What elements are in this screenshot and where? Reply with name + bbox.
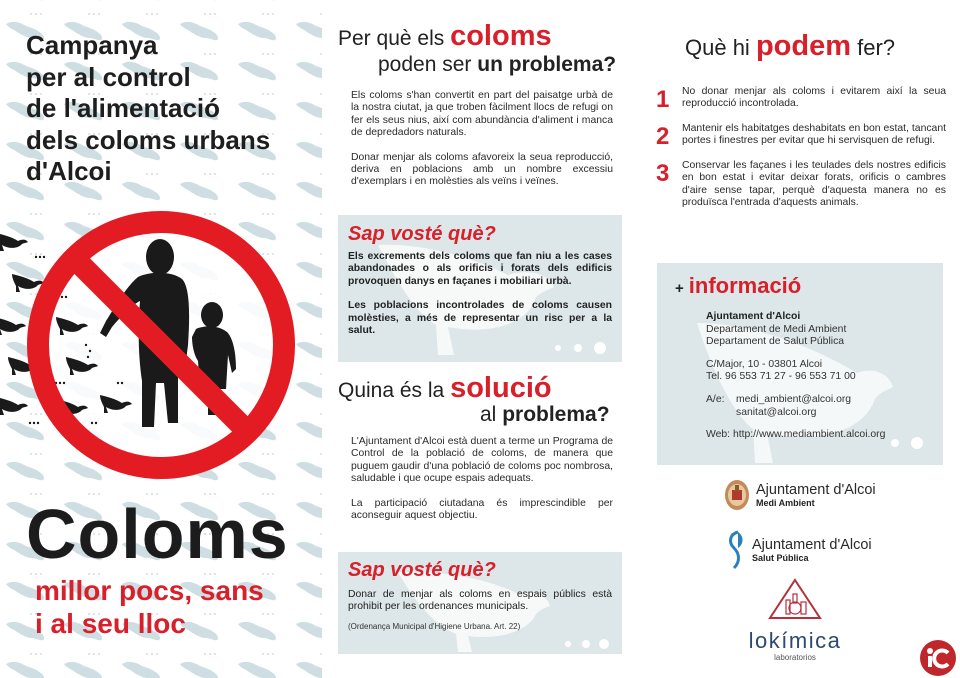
phone: Tel. 96 553 71 27 - 96 553 71 00	[706, 371, 856, 383]
action-number: 1	[656, 86, 670, 113]
fact-box-text: Donar de menjar als coloms en espais públics està prohibit per les ordenances municipals.	[348, 589, 612, 613]
heading-text: fer?	[851, 35, 896, 60]
slogan-line: millor pocs, sans	[35, 575, 264, 606]
logo-title: Ajuntament d'Alcoi	[752, 537, 872, 553]
action-text: Conservar les façanes i les teulades dels nostres edificis en bon estat i evitar deixar forats, orificis o cambres d'aire sense tapar, perquè d'aquesta manera no es produïsca l'entrada d'aquests animals.	[682, 160, 946, 209]
action-list	[656, 86, 946, 221]
paragraph: Donar menjar als coloms afavoreix la seua reproducció, deriva en poblacions amb un nombre excessiu d'exemplars i en molèsties als veïns i veïnes.	[351, 151, 613, 188]
org-name: Ajuntament d'Alcoi	[706, 311, 801, 322]
campaign-title-line: d'Alcoi	[26, 156, 112, 186]
fact-box-1	[338, 215, 622, 362]
logo-title: Ajuntament d'Alcoi	[756, 482, 876, 498]
action-text: Mantenir els habitatges deshabitats en bon estat, tancant portes i finestres per evitar que hi servisquen de refugi.	[682, 123, 946, 147]
web-link[interactable]: Web: http://www.mediambient.alcoi.org	[706, 429, 886, 441]
action-item	[656, 86, 946, 112]
action-number: 3	[656, 160, 670, 187]
plus-icon: +	[675, 280, 684, 297]
info-title-text: informació	[688, 273, 802, 298]
action-number: 2	[656, 123, 670, 150]
logo-salut-publica	[726, 530, 872, 570]
lab-subtitle: laboratorios	[774, 653, 816, 662]
paragraph: Les poblacions incontrolades de coloms causen molèsties, a més de representar un risc per a la salut.	[348, 300, 612, 337]
paragraph: Els coloms s'han convertit en part del paisatge urbà de la nostra ciutat, ja que troben fàcilment llocs de refugi on fer els seus nius, així com abundància d'aliment i manca de depredadors naturals.	[351, 90, 613, 139]
address: C/Major, 10 - 03801 Alcoi	[706, 358, 823, 370]
info-panel-middle	[322, 0, 640, 678]
health-s-logo-icon	[726, 530, 746, 570]
heading-text: al	[480, 403, 503, 426]
solution-heading-line2	[480, 403, 610, 427]
cover-panel	[0, 0, 322, 678]
paragraph: La participació ciutadana és imprescindible per aconseguir aquest objectiu.	[351, 497, 613, 522]
heading-bold: problema?	[502, 403, 610, 426]
heading-text: Què hi	[685, 35, 756, 60]
coat-of-arms-icon	[724, 479, 750, 511]
department: Departament de Salut Pública	[706, 336, 845, 348]
heading-bold: un problema?	[477, 53, 617, 76]
problem-heading	[338, 20, 638, 80]
email-link[interactable]: medi_ambient@alcoi.org	[736, 393, 852, 405]
action-text: No donar menjar als coloms i evitarem així la seua reproducció incontrolada.	[682, 86, 946, 110]
info-panel-right	[640, 0, 960, 678]
fact-box-text	[348, 251, 612, 337]
email-link[interactable]: sanitat@alcoi.org	[736, 406, 817, 418]
action-item	[656, 160, 946, 210]
ic-badge-icon	[920, 640, 956, 676]
lab-name: lokímica	[748, 628, 842, 653]
campaign-title-line: Campanya	[26, 30, 158, 60]
campaign-title-line: dels coloms urbans	[26, 124, 271, 155]
campaign-title-line: per al control	[26, 61, 191, 92]
headline-coloms: Coloms	[26, 495, 289, 573]
heading-text: Quina és la	[338, 379, 451, 402]
solution-heading-line1	[338, 372, 552, 405]
heading-highlight: coloms	[450, 20, 552, 52]
lab-flask-triangle-icon	[768, 578, 822, 620]
solution-text	[351, 436, 613, 534]
problem-text	[351, 90, 613, 201]
logo-subtitle: Medi Ambient	[756, 498, 815, 508]
logo-subtitle: Salut Pública	[752, 553, 809, 563]
heading-highlight: podem	[755, 30, 851, 62]
contact-info-box	[657, 263, 943, 465]
problem-heading-line1	[338, 20, 552, 53]
no-feeding-sign-icon	[0, 205, 322, 495]
paragraph: L'Ajuntament d'Alcoi està duent a terme un Programa de Control de la població de coloms, de manera que puguem gaudir d'una població de coloms poc nombrosa, saludable i que ocupe espais adequats.	[351, 436, 613, 485]
info-title	[675, 273, 801, 299]
fact-box-2	[338, 552, 622, 654]
slogan	[35, 574, 264, 640]
email-row	[706, 394, 885, 419]
action-heading	[685, 30, 895, 63]
action-item	[656, 123, 946, 149]
info-body	[706, 311, 885, 442]
lokimica-logo	[740, 578, 850, 662]
department: Departament de Medi Ambient	[706, 323, 847, 335]
logo-medi-ambient	[724, 479, 876, 511]
ordinance-note: (Ordenança Municipal d'Higiene Urbana. Art. 22)	[348, 621, 521, 631]
solution-heading	[338, 372, 638, 432]
paragraph: Els excrements dels coloms que fan niu a les cases abandonades o als orificis i forats dels edificis provoquen danys en façanes i mobiliari urbà.	[348, 251, 612, 287]
problem-heading-line2	[378, 53, 616, 77]
fact-box-title: Sap vosté què?	[348, 559, 496, 581]
heading-text: poden ser	[378, 53, 478, 76]
email-label: A/e:	[706, 393, 725, 405]
fact-box-title: Sap vosté què?	[348, 223, 496, 245]
heading-highlight: solució	[450, 372, 552, 404]
campaign-title	[26, 30, 316, 188]
campaign-title-line: de l'alimentació	[26, 93, 221, 123]
slogan-line: i al seu lloc	[35, 608, 186, 639]
heading-text: Per què els	[338, 27, 451, 50]
